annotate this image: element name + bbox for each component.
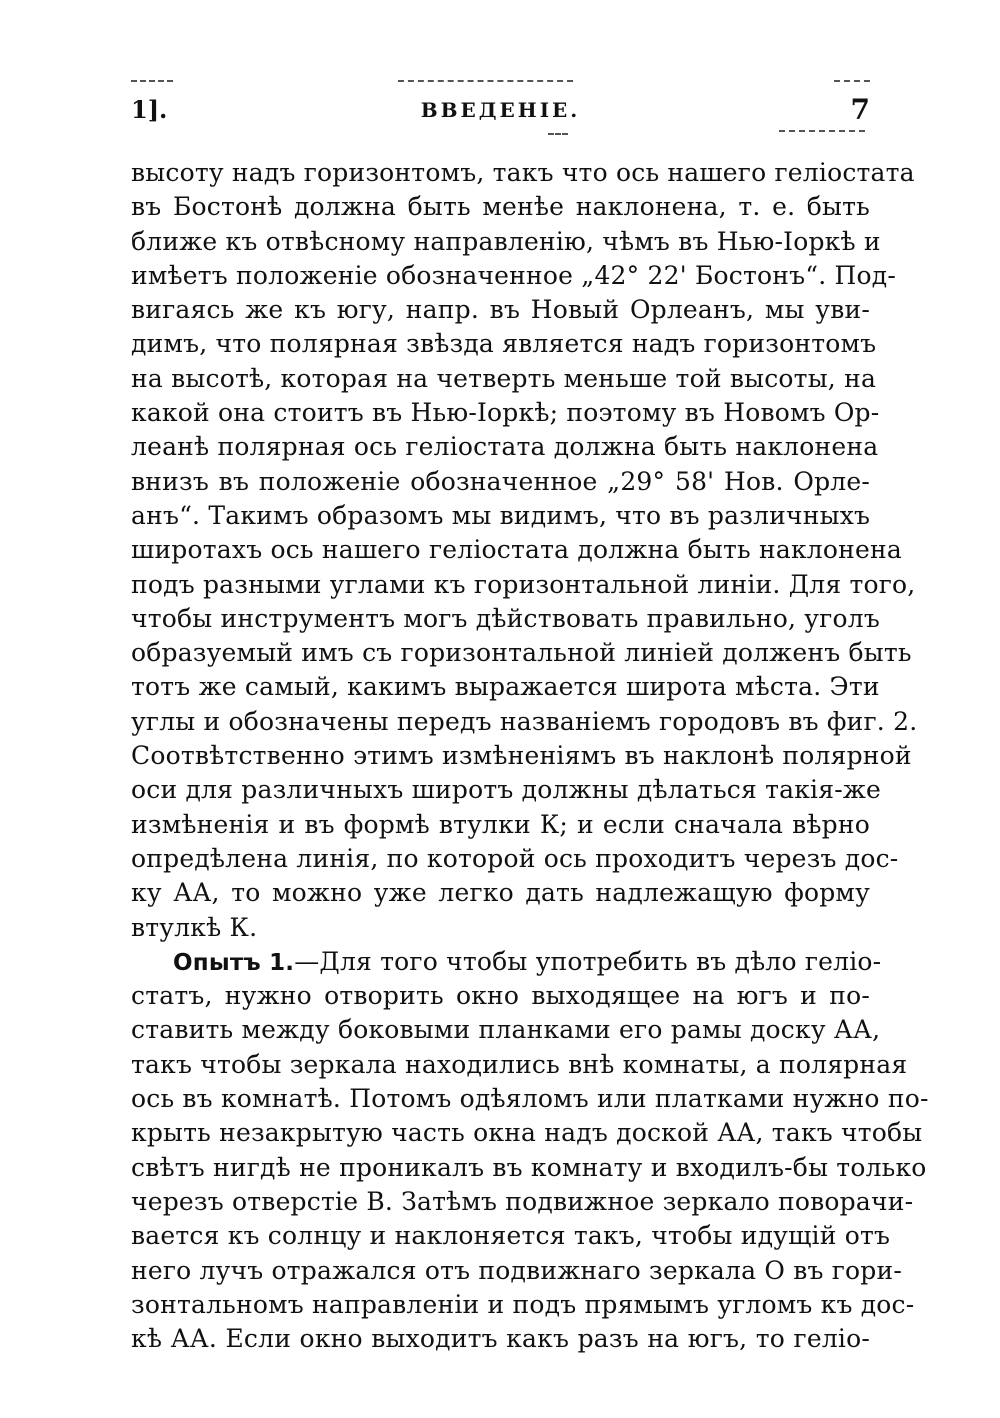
page-number: 7 (850, 93, 870, 126)
text-line: оси для различныхъ широтъ должны дѣлаться такія-же (131, 775, 882, 805)
text-line: подъ разными углами къ горизонтальной линіи. Для того, (131, 569, 916, 599)
text-line: опредѣлена линія, по которой ось проходитъ черезъ дос- (131, 843, 899, 873)
text-line: леанѣ полярная ось геліостата должна быть наклонена (131, 432, 879, 462)
text-line: измѣненія и въ формѣ втулки К; и если сначала вѣрно (131, 809, 870, 839)
text-line: ось въ комнатѣ. Потомъ одѣяломъ или платками нужно по- (131, 1084, 929, 1114)
text-line: чтобы инструментъ могъ дѣйствовать правильно, уголъ (131, 603, 880, 633)
paragraph-2 (131, 945, 929, 1357)
text-line: кѣ АА. Если окно выходитъ какъ разъ на югъ, то геліо- (131, 1324, 870, 1354)
text-line: въ Бостонѣ должна быть менѣе наклонена, т. е. быть (131, 192, 870, 222)
text-line: внизъ въ положеніе обозначенное „29° 58' Нов. Орле- (131, 466, 870, 496)
text-line: вигаясь же къ югу, напр. въ Новый Орлеанъ, мы уви- (131, 295, 870, 325)
text-line: него лучъ отражался отъ подвижнаго зеркала О въ гори- (131, 1255, 902, 1285)
text-line: углы и обозначены передъ названіемъ городовъ въ фиг. 2. (131, 706, 918, 736)
text-line: образуемый имъ съ горизонтальной линіей долженъ быть (131, 638, 912, 668)
text-line: имѣетъ положеніе обозначенное „42° 22' Бостонъ“. Под- (131, 260, 896, 290)
text-line: какой она стоитъ въ Нью-Іоркѣ; поэтому въ Новомъ Ор- (131, 398, 880, 428)
text-line: тотъ же самый, какимъ выражается широта мѣста. Эти (131, 672, 880, 702)
text-line: димъ, что полярная звѣзда является надъ горизонтомъ (131, 329, 877, 359)
header-underline-right (779, 130, 865, 132)
text-line: ближе къ отвѣсному направленію, чѣмъ въ Нью-Іоркѣ и (131, 226, 881, 256)
text-line: Соотвѣтственно этимъ измѣненіямъ въ наклонѣ полярной (131, 741, 912, 771)
text-line: на высотѣ, которая на четверть меньше той высоты, на (131, 363, 877, 393)
section-marker: 1]. (131, 95, 168, 124)
running-title: ВВЕДЕНІЕ. (420, 98, 581, 122)
text-line: такъ чтобы зеркала находились внѣ комнаты, а полярная (131, 1049, 908, 1079)
paragraph-1 (131, 156, 918, 945)
text-line: высоту надъ горизонтомъ, такъ что ось нашего геліостата (131, 158, 915, 187)
running-header (131, 92, 870, 128)
header-rule-right (834, 80, 870, 82)
body-text (131, 156, 929, 1356)
text-line: вается къ солнцу и наклоняется такъ, чтобы идущій отъ (131, 1221, 891, 1251)
header-rule-center (398, 80, 573, 82)
text-line: анъ“. Такимъ образомъ мы видимъ, что въ различныхъ (131, 500, 871, 530)
text-line: зонтальномъ направленіи и подъ прямымъ угломъ къ дос- (131, 1289, 915, 1319)
text-line: ку АА, то можно уже легко дать надлежащую форму (131, 878, 870, 908)
text-line: ставить между боковыми планками его рамы доску АА, (131, 1015, 881, 1045)
header-underline-center (548, 133, 568, 135)
text-line: свѣтъ нигдѣ не проникалъ въ комнату и входилъ-бы только (131, 1152, 927, 1182)
text-line: втулкѣ К. (131, 912, 258, 942)
text-line: статъ, нужно отворить окно выходящее на югъ и по- (131, 981, 870, 1011)
first-line-text: —Для того чтобы употребить въ дѣло геліо- (294, 946, 882, 976)
experiment-heading: Опытъ 1. (173, 949, 295, 976)
text-line: широтахъ ось нашего геліостата должна быть наклонена (131, 535, 902, 565)
header-rule-left (131, 80, 173, 82)
text-line: черезъ отверстіе В. Затѣмъ подвижное зеркало поворачи- (131, 1186, 914, 1216)
text-line-first (131, 945, 882, 979)
text-line: крыть незакрытую часть окна надъ доской АА, такъ чтобы (131, 1118, 923, 1148)
